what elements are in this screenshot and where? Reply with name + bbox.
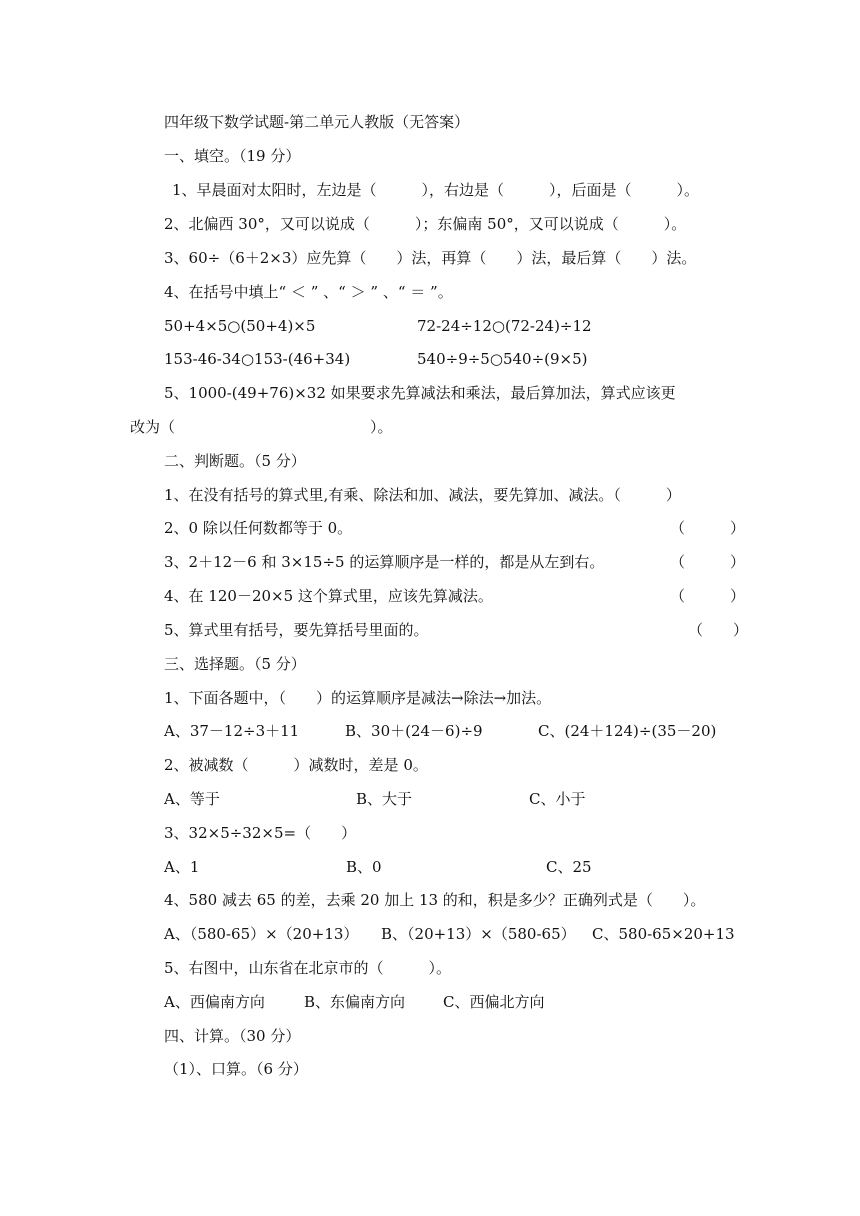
choice-option-a: A、37－12÷3＋11 [164,722,300,740]
judge-question: 4、在 120－20×5 这个算式里，应该先算减法。 [164,587,493,605]
choice-option-b: B、0 [346,858,382,876]
choice-option-c: C、580-65×20+13 [592,925,735,943]
question-text: 2、北偏西 30°，又可以说成（ ）；东偏南 50°，又可以说成（ ）。 [164,215,687,233]
section-heading-calc: 四、计算。（30 分） [164,1027,301,1045]
choice-option-c: C、(24＋124)÷(35－20) [538,722,717,740]
answer-blank: （ ） [670,587,746,605]
comparison-item: 72-24÷12○(72-24)÷12 [417,317,592,335]
choice-question: 4、580 减去 65 的差，去乘 20 加上 13 的和，积是多少？正确列式是（ ）。 [164,891,706,909]
judge-question: 1、在没有括号的算式里,有乘、除法和加、减法，要先算加、减法。（ ） [164,486,681,504]
choice-option-a: A、1 [164,858,200,876]
choice-question: 5、右图中，山东省在北京市的（ ）。 [164,959,452,977]
choice-option-b: B、东偏南方向 [304,993,406,1011]
choice-option-b: B、30＋(24－6)÷9 [345,722,483,740]
choice-option-a: A、（580-65）×（20+13） [164,925,359,943]
question-text: 改为（ ）。 [130,418,393,436]
judge-question: 2、0 除以任何数都等于 0。 [164,519,353,537]
question-text: 3、60÷（6＋2×3）应先算（ ）法，再算（ ）法，最后算（ ）法。 [164,249,697,267]
choice-question: 2、被减数（ ）减数时，差是 0。 [164,756,428,774]
section-heading-fill: 一、填空。（19 分） [164,147,301,165]
choice-option-c: C、西偏北方向 [443,993,545,1011]
choice-question: 3、32×5÷32×5=（ ） [164,824,357,842]
comparison-item: 50+4×5○(50+4)×5 [164,317,316,335]
answer-blank: （ ） [688,621,749,639]
answer-blank: （ ） [670,553,746,571]
comparison-item: 540÷9÷5○540÷(9×5) [417,350,588,368]
choice-option-a: A、等于 [164,790,220,808]
choice-option-c: C、25 [546,858,592,876]
document-title: 四年级下数学试题-第二单元人教版（无答案） [164,113,470,131]
choice-option-c: C、小于 [529,790,586,808]
question-text: 4、在括号中填上“ ＜ ” 、“ ＞ ” 、“ ＝ ”。 [164,283,453,301]
judge-question: 3、2＋12－6 和 3×15÷5 的运算顺序是一样的，都是从左到右。 [164,553,605,571]
question-text: 5、1000-(49+76)×32 如果要求先算减法和乘法，最后算加法，算式应该更 [164,384,676,402]
choice-option-a: A、西偏南方向 [164,993,265,1011]
question-text: 1、早晨面对太阳时，左边是（ ），右边是（ ），后面是（ ）。 [172,181,700,199]
choice-option-b: B、大于 [356,790,413,808]
choice-option-b: B、（20+13）×（580-65） [381,925,576,943]
answer-blank: （ ） [670,519,746,537]
subsection-heading: （1）、口算。（6 分） [164,1060,308,1078]
judge-question: 5、算式里有括号，要先算括号里面的。 [164,621,429,639]
section-heading-choice: 三、选择题。（5 分） [164,655,306,673]
comparison-item: 153-46-34○153-(46+34) [164,350,351,368]
section-heading-judge: 二、判断题。（5 分） [164,452,306,470]
choice-question: 1、下面各题中，（ ）的运算顺序是减法→除法→加法。 [164,689,552,707]
